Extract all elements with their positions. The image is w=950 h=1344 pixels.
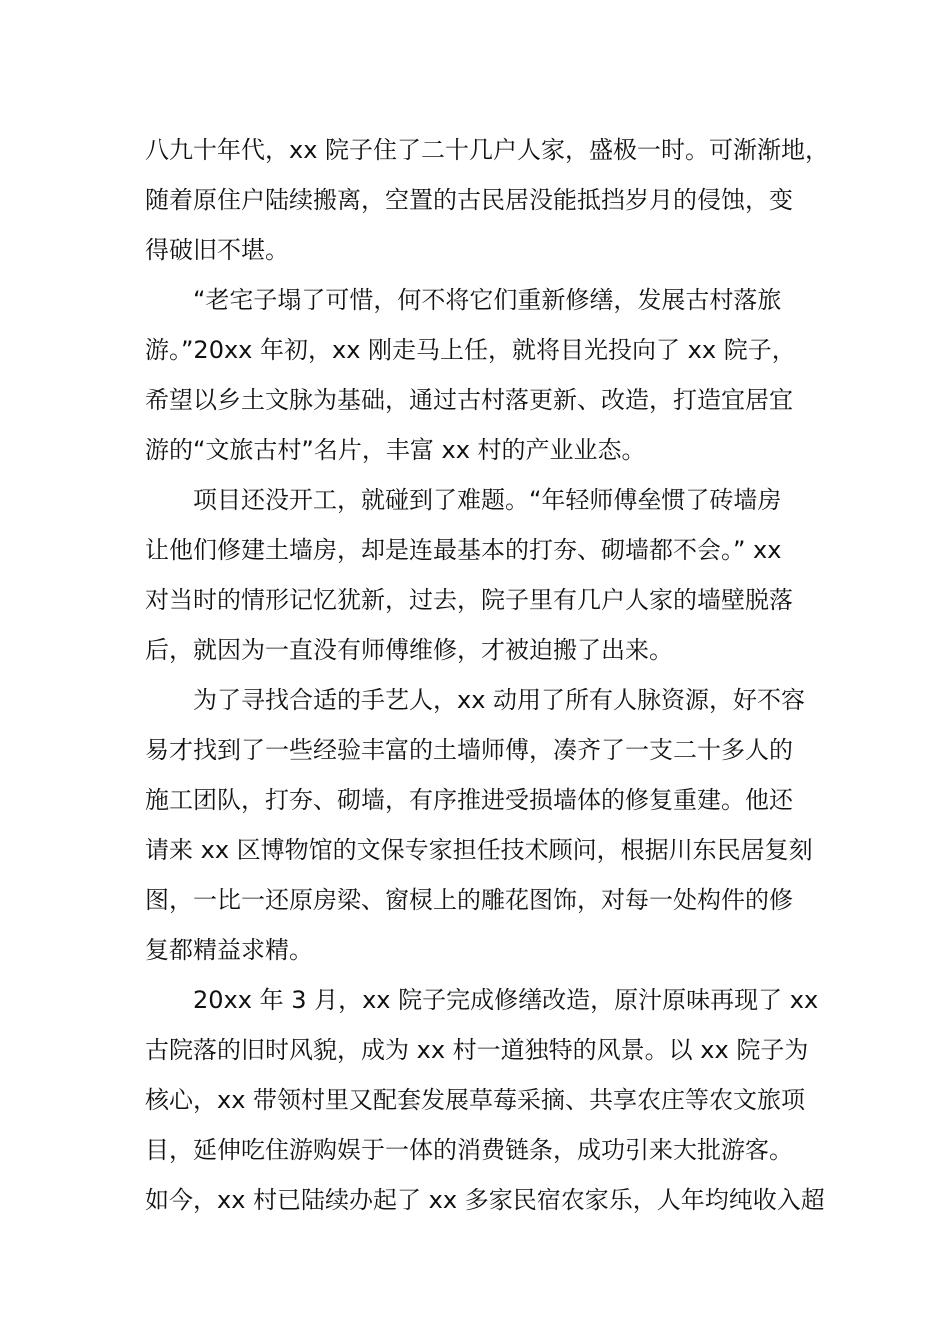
text-line: 复都精益求精。	[145, 936, 313, 964]
text-line: 请来 xx 区博物馆的文保专家担任技术顾问，根据川东民居复刻	[145, 836, 813, 864]
text-line: 古院落的旧时风貌，成为 xx 村一道独特的风景。以 xx 院子为	[145, 1036, 809, 1064]
text-line: 对当时的情形记忆犹新，过去，院子里有几户人家的墙壁脱落	[145, 586, 793, 614]
text-line: 游的“文旅古村”名片，丰富 xx 村的产业业态。	[145, 436, 646, 464]
text-line: 游。”20xx 年初，xx 刚走马上任，就将目光投向了 xx 院子，	[145, 336, 796, 364]
text-line: 如今，xx 村已陆续办起了 xx 多家民宿农家乐，人年均纯收入超	[145, 1186, 825, 1214]
text-line: 得破旧不堪。	[145, 236, 289, 264]
paragraph-start-line: 20xx 年 3 月，xx 院子完成修缮改造，原汁原味再现了 xx	[193, 986, 819, 1014]
text-line: 八九十年代，xx 院子住了二十几户人家，盛极一时。可渐渐地，	[145, 136, 830, 164]
paragraph-start-line: 为了寻找合适的手艺人，xx 动用了所有人脉资源，好不容	[193, 686, 806, 714]
text-line: 图，一比一还原房梁、窗棂上的雕花图饰，对每一处构件的修	[145, 886, 793, 914]
text-line: 目，延伸吃住游购娱于一体的消费链条，成功引来大批游客。	[145, 1136, 793, 1164]
document-body	[145, 125, 830, 1225]
paragraph-start-line: “老宅子塌了可惜，何不将它们重新修缮，发展古村落旅	[193, 286, 782, 314]
text-line: 施工团队，打夯、砌墙，有序推进受损墙体的修复重建。他还	[145, 786, 793, 814]
text-line: 让他们修建土墙房，却是连最基本的打夯、砌墙都不会。” xx	[145, 536, 782, 564]
paragraph-start-line: 项目还没开工，就碰到了难题。“年轻师傅垒惯了砖墙房	[193, 486, 782, 514]
text-line: 后，就因为一直没有师傅维修，才被迫搬了出来。	[145, 636, 673, 664]
text-line: 希望以乡土文脉为基础，通过古村落更新、改造，打造宜居宜	[145, 386, 793, 414]
text-line: 核心，xx 带领村里又配套发展草莓采摘、共享农庄等农文旅项	[145, 1086, 806, 1114]
text-line: 随着原住户陆续搬离，空置的古民居没能抵挡岁月的侵蚀，变	[145, 186, 793, 214]
text-line: 易才找到了一些经验丰富的土墙师傅，凑齐了一支二十多人的	[145, 736, 793, 764]
